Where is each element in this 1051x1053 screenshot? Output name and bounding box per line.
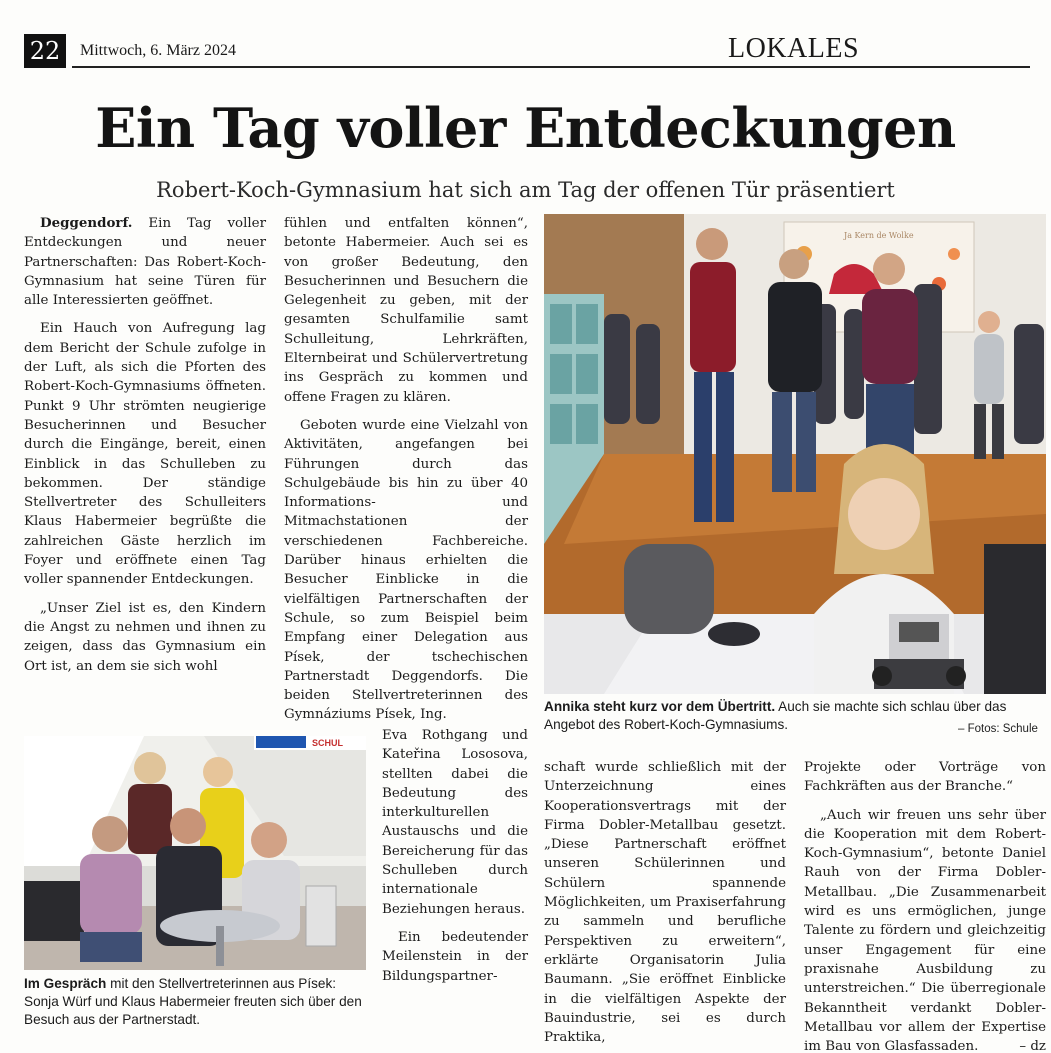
text-column-3	[544, 758, 786, 1047]
caption-bold: Im Gespräch	[24, 976, 107, 991]
header-rule	[72, 66, 1030, 68]
paragraph	[24, 214, 266, 310]
paragraph: Geboten wurde eine Vielzahl von Aktivitäten, angefangen bei Führungen durch das Schulgebäude bis hin zu über 40 Informations- und Mitmachstationen der verschiedenen Fachbereiche. Darüber hinaus erhielten die Besucher Einblicke in die vielfältigen Partnerschaften der Schule, so zum Beispiel beim Empfang einer Delegation aus Písek, der tschechischen Partnerstadt Deggendorfs. Die beiden Stellvertreterinnen des Gymnáziums Písek, Ing.	[284, 417, 528, 723]
text-column-2b	[382, 726, 528, 986]
dateline: Deggendorf.	[40, 215, 133, 231]
article-headline: Ein Tag voller Entdeckungen	[95, 96, 956, 160]
text-column-2	[284, 214, 528, 725]
caption-text: mit den Stellvertreterinnen aus Písek: Sonja Würf und Klaus Habermeier freuten sich über den Besuch aus der Partnerstadt.	[24, 976, 362, 1027]
second-photo-caption	[24, 975, 368, 1029]
caption-bold: Annika steht kurz vor dem Übertritt.	[544, 699, 776, 714]
article-subheadline: Robert-Koch-Gymnasium hat sich am Tag der offenen Tür präsentiert	[156, 178, 895, 202]
issue-date: Mittwoch, 6. März 2024	[80, 42, 236, 59]
photo-credit: – Fotos: Schule	[958, 723, 1038, 735]
main-photo	[544, 214, 1046, 694]
second-photo	[24, 736, 366, 970]
paragraph: Eva Rothgang und Kateřina Lososova, stellten dabei die Bedeutung des interkulturellen Austauschs und die Bereicherung für das Schulleben durch internationale Beziehungen heraus.	[382, 728, 528, 917]
paragraph: Ein bedeutender Meilenstein in der Bildungspartner-	[382, 929, 528, 984]
paragraph: „Unser Ziel ist es, den Kindern die Angst zu nehmen und ihnen zu zeigen, dass das Gymnasium ein Ort ist, an dem sie sich wohl	[24, 600, 266, 674]
author-initials: – dz	[1019, 1039, 1046, 1053]
caption-text: Auch sie machte sich schlau über das Angebot des Robert-Koch-Gymnasiums.	[544, 699, 1007, 732]
banner-text: SCHUL	[312, 738, 343, 748]
paragraph: Ein Hauch von Aufregung lag dem Bericht der Schule zufolge in der Luft, als sich die Pforten des Robert-Koch-Gymnasiums öffneten. Punkt 9 Uhr strömten neugierige Besucherinnen und Besucher durch die Eingänge, bereit, einen Einblick in das Schulleben zu bekommen. Der ständige Stellvertreter des Schulleiters Klaus Habermeier begrüßte die zahlreichen Gäste herzlich im Foyer und eröffnete einen Tag voller spannender Entdeckungen.	[24, 321, 266, 588]
paragraph: fühlen und entfalten können“, betonte Habermeier. Auch sei es von großer Bedeutung, den Besucherinnen und Besuchern die Gelegenheit zu geben, mit der gesamten Schulfamilie samt Schulleitung, Lehrkräften, Elternbeirat und Schülervertretung ins Gespräch zu kommen und offene Fragen zu klären.	[284, 216, 528, 405]
section-title: LOKALES	[728, 33, 860, 64]
poster-text: Ja Kern de Wolke	[844, 231, 914, 240]
text-column-4	[804, 758, 1046, 1053]
paragraph-text: Ein Tag voller Entdeckungen und neuer Partnerschaften: Das Robert-Koch-Gymnasium hat seine Türen für alle Interessierten geöffnet.	[24, 216, 266, 309]
paragraph	[804, 806, 1046, 1053]
text-column-1	[24, 214, 266, 676]
paragraph: Projekte oder Vorträge von Fachkräften aus der Branche.“	[804, 760, 1046, 795]
page-number: 22	[24, 34, 66, 68]
paragraph-text: „Auch wir freuen uns sehr über die Kooperation mit dem Robert-Koch-Gymnasium“, betonte Daniel Rauh von der Firma Dobler-Metallbau. „Die Zusammenarbeit wird es uns ermöglichen, junge Talente zu fördern und gleichzeitig unser Engagement für eine praxisnahe Ausbildung zu unterstreichen.“ Die überregionale Bekanntheit verdankt Dobler-Metallbau vor allem der Expertise im Bau von Glasfassaden.	[804, 807, 1046, 1053]
paragraph: schaft wurde schließlich mit der Unterzeichnung eines Kooperationsvertrags mit der Firma Dobler-Metallbau gesetzt. „Diese Partnerschaft eröffnet unseren Schülerinnen und Schülern spannende Möglichkeiten, um Praxiserfahrung zu sammeln und berufliche Perspektiven zu erweitern“, erklärte Organisatorin Julia Baumann. „Sie eröffnet Einblicke in die vielfältigen Aspekte der Bauindustrie, sei es durch Praktika,	[544, 760, 786, 1046]
